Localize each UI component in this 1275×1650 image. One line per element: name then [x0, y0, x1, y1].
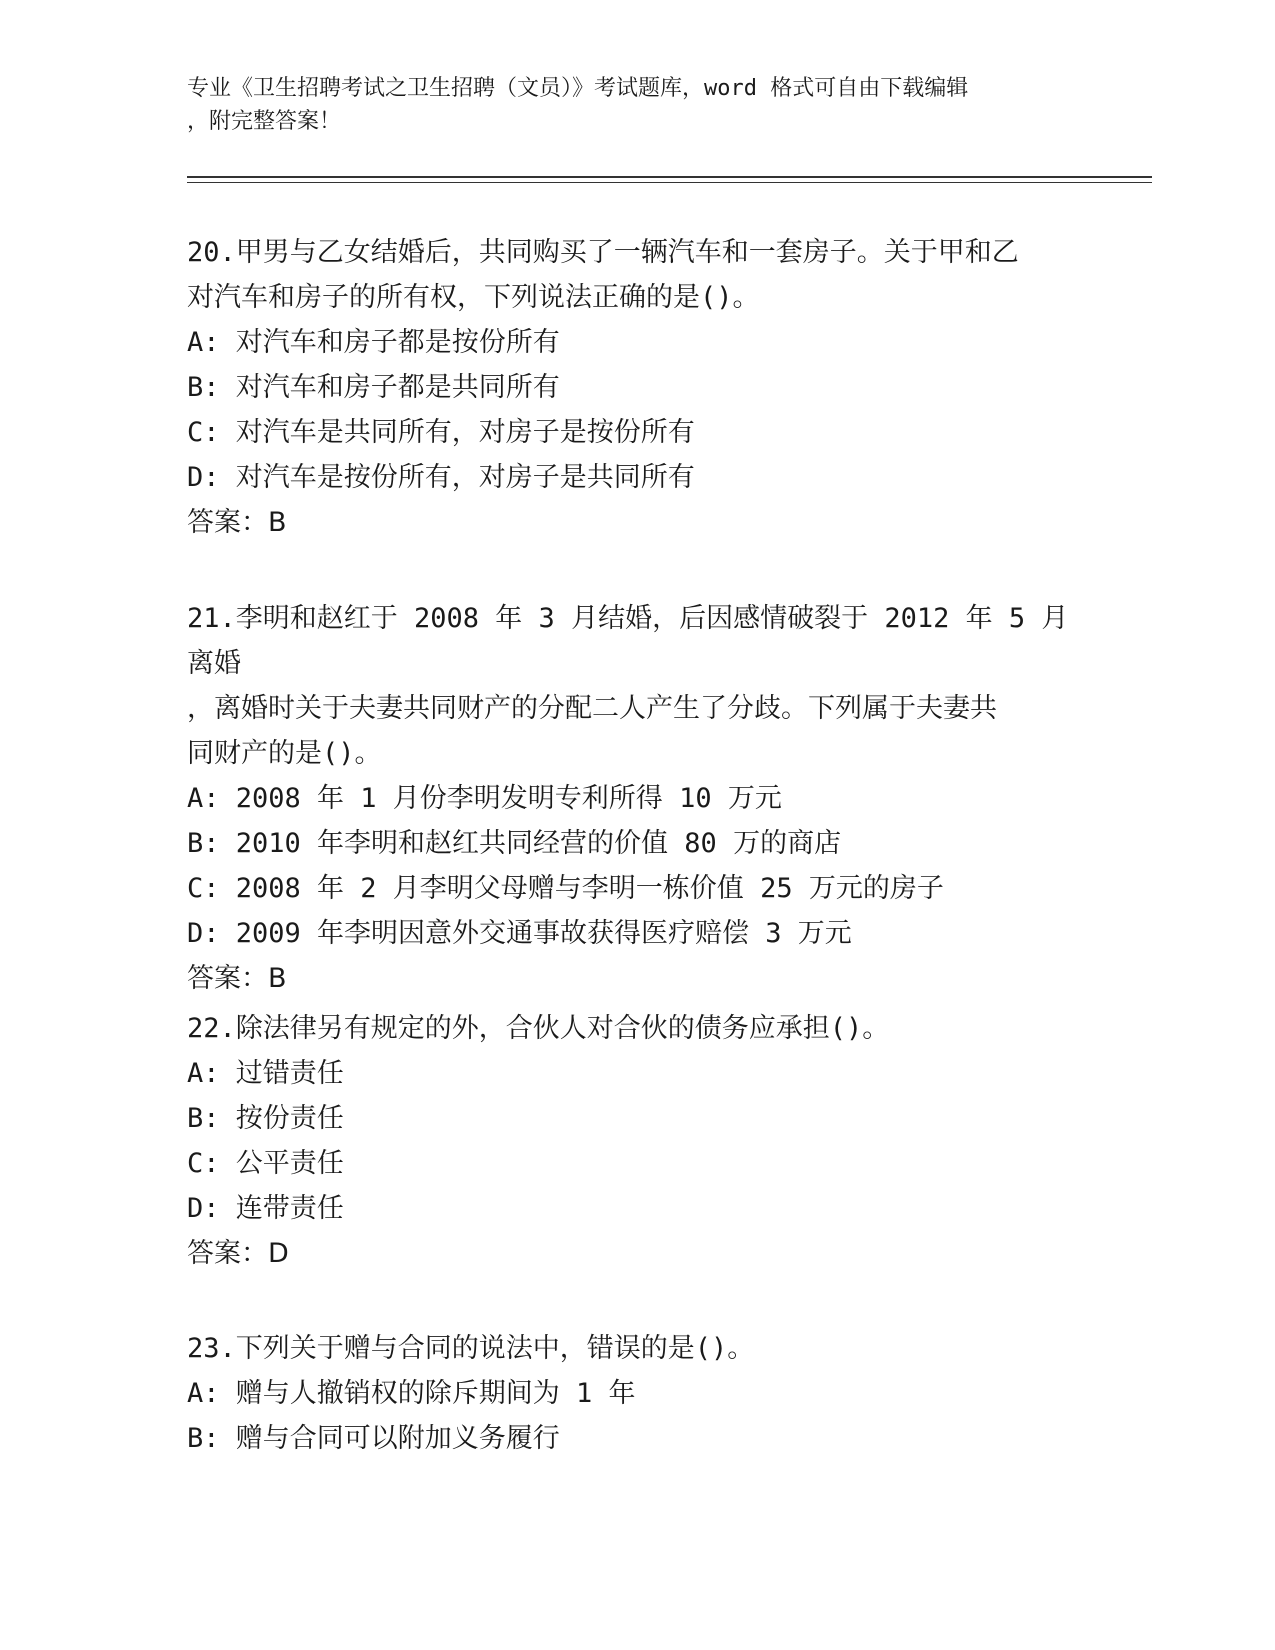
- question-22: [187, 1006, 1087, 1276]
- option-a: A: 对汽车和房子都是按份所有: [187, 327, 560, 358]
- header-divider-thick: [187, 176, 1152, 178]
- question-stem-line: 20.甲男与乙女结婚后，共同购买了一辆汽车和一套房子。关于甲和乙: [187, 237, 1019, 268]
- question-stem-line: ，离婚时关于夫妻共同财产的分配二人产生了分歧。下列属于夫妻共: [187, 693, 997, 724]
- answer-line: 答案：B: [187, 963, 287, 994]
- option-d: D: 连带责任: [187, 1193, 344, 1224]
- question-23: [187, 1326, 1087, 1461]
- option-b: B: 赠与合同可以附加义务履行: [187, 1423, 560, 1454]
- question-stem-line: 23.下列关于赠与合同的说法中，错误的是()。: [187, 1333, 755, 1364]
- question-stem-line: 对汽车和房子的所有权，下列说法正确的是()。: [187, 282, 760, 313]
- option-a: A: 过错责任: [187, 1058, 344, 1089]
- option-b: B: 2010 年李明和赵红共同经营的价值 80 万的商店: [187, 828, 842, 859]
- answer-line: 答案：B: [187, 507, 287, 538]
- question-stem-line: 同财产的是()。: [187, 738, 382, 769]
- option-b: B: 按份责任: [187, 1103, 344, 1134]
- option-c: C: 2008 年 2 月李明父母赠与李明一栋价值 25 万元的房子: [187, 873, 944, 904]
- header-line-2: ，附完整答案！: [187, 109, 342, 134]
- option-c: C: 公平责任: [187, 1148, 344, 1179]
- option-b: B: 对汽车和房子都是共同所有: [187, 372, 560, 403]
- option-a: A: 2008 年 1 月份李明发明专利所得 10 万元: [187, 783, 782, 814]
- header-line-1: 专业《卫生招聘考试之卫生招聘（文员）》考试题库，word 格式可自由下载编辑: [187, 76, 969, 101]
- option-c: C: 对汽车是共同所有，对房子是按份所有: [187, 417, 695, 448]
- question-stem-line: 21.李明和赵红于 2008 年 3 月结婚，后因感情破裂于 2012 年 5 月离婚: [187, 603, 1069, 679]
- answer-line: 答案：D: [187, 1238, 289, 1269]
- question-stem-line: 22.除法律另有规定的外，合伙人对合伙的债务应承担()。: [187, 1013, 890, 1044]
- question-20: [187, 230, 1087, 545]
- document-header: [187, 72, 1067, 138]
- option-d: D: 2009 年李明因意外交通事故获得医疗赔偿 3 万元: [187, 918, 852, 949]
- question-21: [187, 596, 1087, 1001]
- option-a: A: 赠与人撤销权的除斥期间为 1 年: [187, 1378, 636, 1409]
- header-divider-thin: [187, 182, 1152, 183]
- option-d: D: 对汽车是按份所有，对房子是共同所有: [187, 462, 695, 493]
